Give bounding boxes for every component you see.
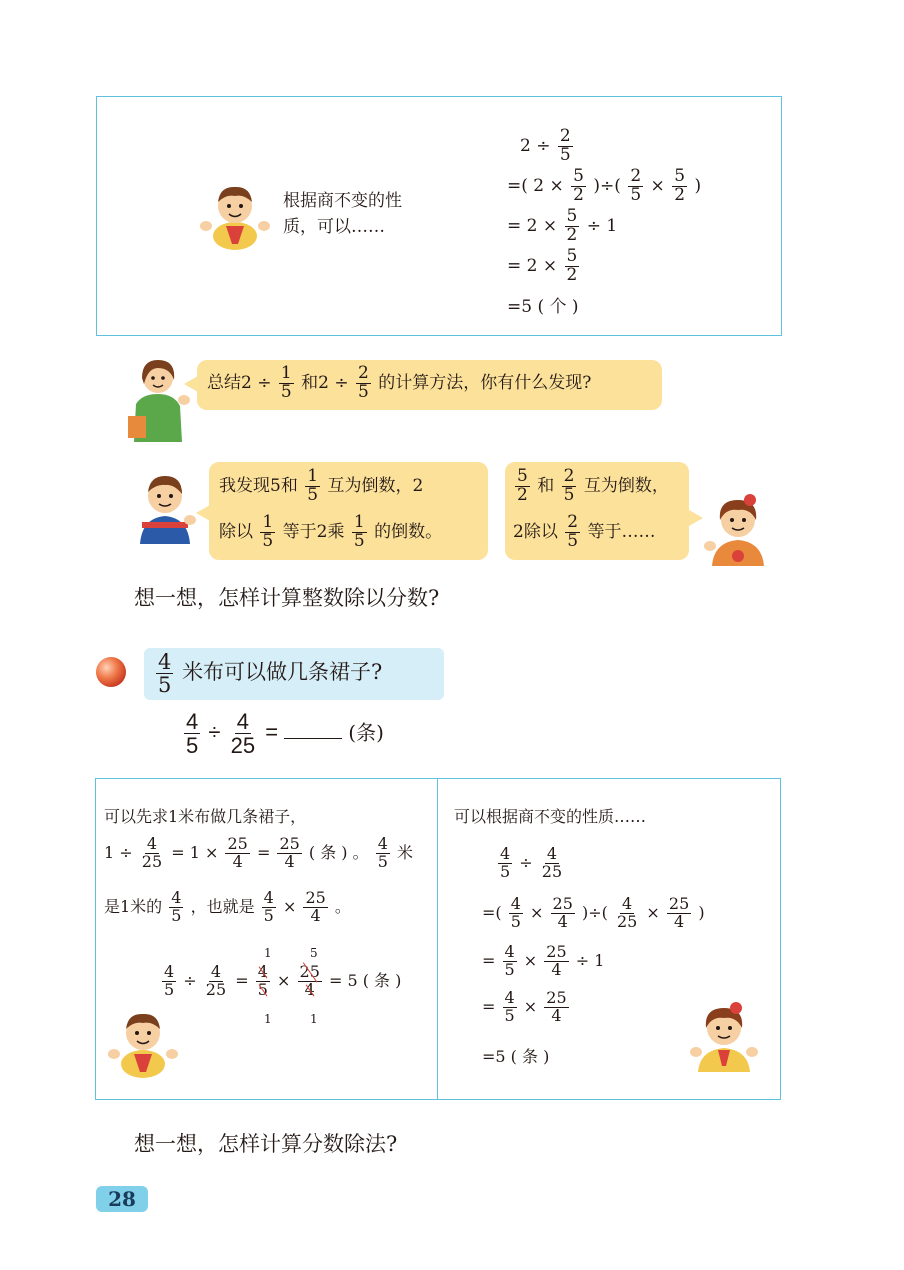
fraction: $\frac{4}{5}$ — [186, 709, 199, 759]
girl-bubble-row-2 — [513, 514, 655, 551]
text: 互为倒数， — [583, 475, 669, 496]
bubble-tail — [196, 505, 210, 521]
cancel-bottom-2: 1 — [310, 1012, 318, 1026]
text: 等于2乘 — [282, 521, 345, 542]
text: × — [523, 950, 538, 970]
text: × — [277, 970, 291, 990]
text: 和2 ÷ — [301, 372, 349, 393]
fraction: $\frac{5}{2}$ — [674, 166, 686, 205]
fraction: $\frac{4}{5}$ — [377, 834, 388, 871]
fraction: $\frac{2}{5}$ — [357, 363, 369, 402]
bubble-tail — [184, 376, 198, 392]
calc-line-1 — [520, 128, 575, 165]
right-panel-line-1: 可以根据商不变的性质…… — [454, 807, 647, 826]
calc-line-2 — [507, 168, 701, 205]
calc-text: ÷ 1 — [586, 215, 618, 236]
text: 等于…… — [587, 521, 656, 542]
bubble-tail — [689, 510, 703, 526]
fraction: $\frac{2}{5}$ — [567, 512, 579, 551]
calc-text: ) — [694, 175, 702, 196]
calc-text: = 2 × — [507, 215, 558, 236]
fraction: $\frac{2}{5}$ — [563, 466, 575, 505]
text: 的计算方法，你有什么发现? — [378, 372, 592, 393]
think-prompt-1: 想一想，怎样计算整数除以分数? — [134, 586, 440, 610]
left-panel-line-3 — [104, 890, 351, 925]
text: = — [482, 950, 496, 970]
right-panel-line-3 — [482, 896, 705, 931]
fraction: $\frac{4}{25}$ — [230, 709, 256, 759]
right-panel-line-5 — [482, 990, 571, 1025]
teacher-speech-text — [207, 365, 591, 402]
fraction: $\frac{1}{5}$ — [307, 466, 319, 505]
red-ball-icon — [95, 656, 127, 688]
fraction: $\frac{4}{5}$ — [263, 888, 274, 925]
text: × — [523, 996, 538, 1016]
boy-bubble-row-1 — [219, 468, 423, 505]
teacher-speech-bubble — [197, 360, 662, 410]
main-equation — [182, 710, 384, 757]
text: ) — [698, 902, 705, 922]
fraction-cancelled: $\frac{25}{4}$ — [299, 962, 320, 999]
fraction: $\frac{25}{4}$ — [668, 894, 690, 931]
text: = — [482, 996, 496, 1016]
left-panel-line-2 — [104, 836, 413, 871]
boy-character-icon — [198, 180, 272, 252]
text: ( 条 ) 。 — [308, 842, 369, 862]
text: 米 — [397, 842, 414, 862]
boy-character-icon — [132, 470, 198, 544]
fraction: $\frac{4}{5}$ — [164, 962, 175, 999]
text: 米布可以做几条裙子? — [182, 660, 383, 685]
fraction: $\frac{25}{4}$ — [279, 834, 300, 871]
fraction: $\frac{1}{5}$ — [262, 512, 274, 551]
fraction: $\frac{4}{5}$ — [510, 894, 521, 931]
girl-speech-bubble — [505, 462, 689, 560]
calc-text: 2 ÷ — [520, 135, 551, 156]
calc-line-3 — [507, 208, 617, 245]
fraction: $\frac{5}{2}$ — [517, 466, 528, 505]
text: × — [282, 896, 297, 916]
fraction: $\frac{4}{5}$ — [504, 988, 515, 1025]
cancel-top-1: 1 — [264, 946, 272, 960]
text: ÷ — [183, 970, 197, 990]
cancel-top-2: 5 — [310, 946, 318, 960]
left-panel-line-4 — [160, 964, 401, 999]
text: 是1米的 — [104, 896, 163, 916]
text: 。 — [334, 896, 351, 916]
fraction: $\frac{4}{5}$ — [158, 650, 172, 698]
fraction: $\frac{4}{25}$ — [616, 894, 638, 931]
text: = — [235, 970, 249, 990]
fraction: $\frac{5}{2}$ — [566, 206, 578, 245]
text: × — [530, 902, 544, 922]
text: 总结2 ÷ — [207, 372, 272, 393]
text: =( — [482, 902, 502, 922]
fraction: $\frac{4}{25}$ — [141, 834, 163, 871]
fraction: $\frac{4}{5}$ — [171, 888, 182, 925]
calc-text: =( 2 × — [507, 175, 564, 196]
text: 2除以 — [513, 521, 558, 542]
panel-divider — [437, 778, 438, 1100]
boy-character-icon — [106, 1006, 180, 1080]
fraction: $\frac{5}{2}$ — [566, 246, 578, 285]
question-box — [144, 648, 444, 700]
boy-bubble-row-2 — [219, 514, 442, 551]
text: ÷ — [208, 719, 221, 745]
text: = 5 ( 条 ) — [328, 970, 402, 990]
right-panel-line-2 — [496, 846, 566, 881]
girl-character-icon — [688, 1000, 760, 1072]
fraction: $\frac{25}{4}$ — [305, 888, 326, 925]
text: (条) — [348, 720, 384, 745]
fraction: $\frac{4}{25}$ — [205, 962, 227, 999]
right-panel-line-4 — [482, 944, 604, 979]
fraction: $\frac{25}{4}$ — [552, 894, 573, 931]
calc-text: × — [650, 175, 665, 196]
calc-text: = 2 × — [507, 255, 558, 276]
page-number-tab — [96, 1186, 148, 1212]
fraction: $\frac{2}{5}$ — [630, 166, 642, 205]
text: )÷( — [581, 902, 608, 922]
girl-character-icon — [702, 492, 774, 566]
fraction: $\frac{25}{4}$ — [227, 834, 248, 871]
fraction: $\frac{25}{4}$ — [546, 942, 567, 979]
answer-blank[interactable] — [284, 738, 342, 739]
text: ÷ — [519, 852, 533, 872]
text: = — [256, 842, 271, 862]
fraction: $\frac{4}{25}$ — [541, 844, 563, 881]
calc-text: )÷( — [593, 175, 621, 196]
text: = — [265, 719, 279, 745]
boy-speech-bubble — [209, 462, 488, 560]
fraction: $\frac{25}{4}$ — [546, 988, 567, 1025]
text: 的倒数。 — [374, 521, 443, 542]
text: ÷ 1 — [575, 950, 605, 970]
text: 除以 — [219, 521, 253, 542]
left-panel-line-1: 可以先求1米布做几条裙子， — [104, 807, 307, 826]
think-prompt-2: 想一想，怎样计算分数除法? — [134, 1132, 398, 1156]
boy-speech-line-2: 质，可以…… — [283, 217, 385, 237]
girl-bubble-row-1 — [513, 468, 669, 505]
page-number: 28 — [108, 1187, 136, 1211]
question-text — [154, 651, 382, 696]
fraction-cancelled: $\frac{4}{5}$ — [257, 962, 268, 999]
right-panel-line-6: =5 ( 条 ) — [482, 1047, 550, 1066]
cancel-bottom-1: 1 — [264, 1012, 272, 1026]
fraction: $\frac{4}{5}$ — [504, 942, 515, 979]
text: = 1 × — [171, 842, 219, 862]
fraction: $\frac{2}{5}$ — [559, 126, 571, 165]
calc-line-5: =5 ( 个 ) — [507, 297, 579, 317]
fraction: $\frac{4}{5}$ — [500, 844, 511, 881]
fraction: $\frac{5}{2}$ — [573, 166, 584, 205]
text: ，也就是 — [190, 896, 255, 916]
teacher-character-icon — [122, 354, 196, 444]
text: 我发现5和 — [219, 475, 298, 496]
calc-line-4 — [507, 248, 581, 285]
fraction: $\frac{1}{5}$ — [280, 363, 292, 402]
boy-speech-line-1: 根据商不变的性 — [283, 191, 402, 211]
text: 1 ÷ — [104, 842, 133, 862]
text: 和 — [537, 475, 555, 496]
text: 互为倒数，2 — [327, 475, 424, 496]
fraction: $\frac{1}{5}$ — [353, 512, 365, 551]
text: × — [646, 902, 660, 922]
